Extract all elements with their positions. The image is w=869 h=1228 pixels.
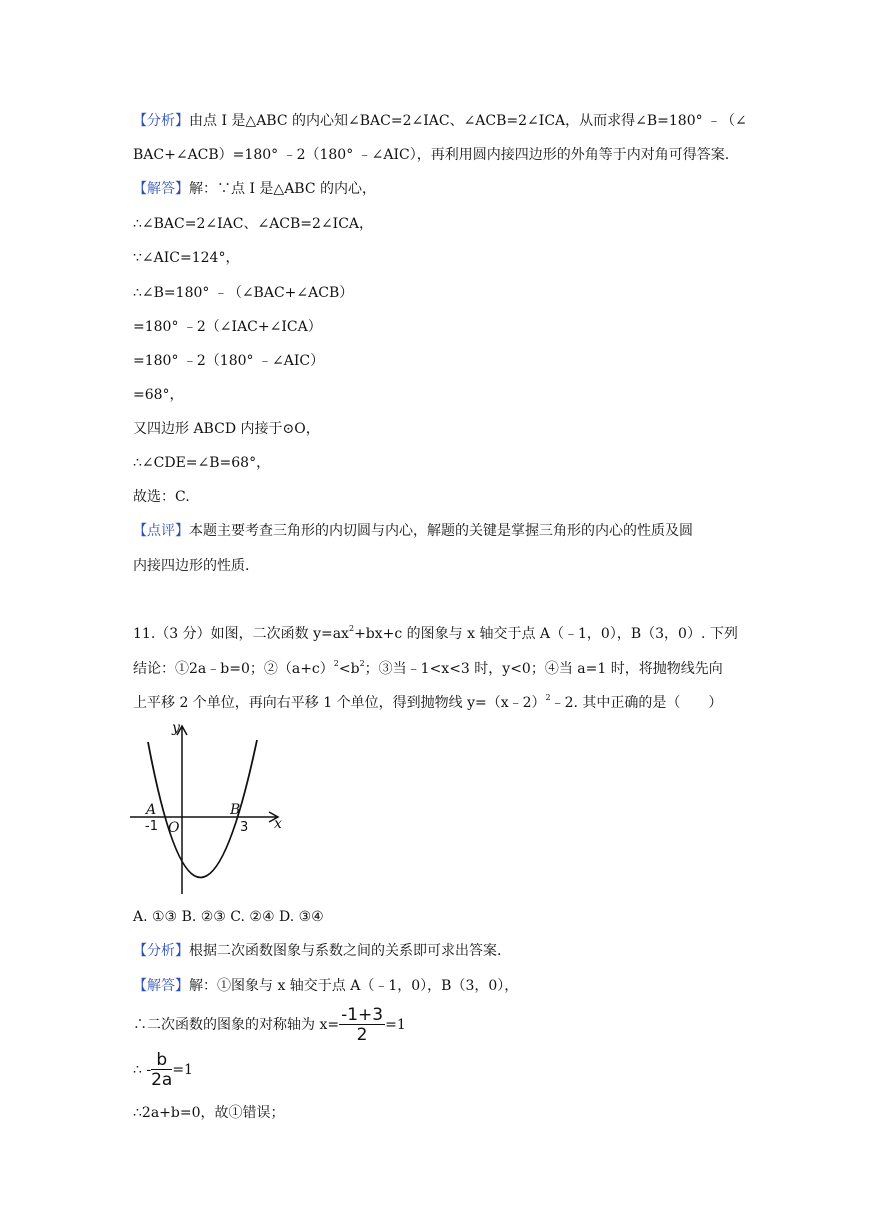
- solution-step: 故选：C.: [133, 489, 190, 505]
- comment-tag: 【点评】: [133, 523, 189, 539]
- solution-tag: 【解答】: [133, 978, 189, 994]
- solution-step: ∵∠AIC=124°，: [133, 250, 240, 266]
- analysis-tag: 【分析】: [133, 113, 189, 129]
- point-b-label: B: [230, 802, 241, 818]
- analysis-line: [133, 111, 747, 131]
- analysis-text: 根据二次函数图象与系数之间的关系即可求出答案.: [189, 943, 502, 959]
- solution-tag: 【解答】: [133, 181, 189, 197]
- analysis-tag: 【分析】: [133, 943, 189, 959]
- solution-text: 解：∵点 I 是△ABC 的内心，: [189, 181, 377, 197]
- solution-step: ∴∠B=180° ﹣（∠BAC+∠ACB）: [133, 285, 354, 301]
- tick-label-neg1: -1: [145, 819, 158, 834]
- answer-options: A. ①③ B. ②③ C. ②④ D. ③④: [133, 909, 324, 925]
- symmetry-axis-line: ∴二次函数的图象的对称轴为 x= $\frac{-1+3}{2}$ =1: [133, 1004, 406, 1045]
- comment-text: 本题主要考查三角形的内切圆与内心，解题的关键是掌握三角形的内心的性质及圆: [189, 523, 693, 539]
- solution-step: 又四边形 ABCD 内接于⊙O，: [133, 421, 320, 437]
- point-a-label: A: [146, 802, 157, 818]
- solution-step: =180° ﹣2（∠IAC+∠ICA）: [133, 319, 322, 335]
- comment-line-2: 内接四边形的性质.: [133, 558, 250, 574]
- analysis-line: [133, 941, 501, 961]
- question-line-2: 结论：①2a﹣b=0；$②(a+c)^2<b^2$；③当﹣1<x<3 时，y<0；④当 a=1 时，将抛物线先向: [133, 659, 723, 677]
- fraction: $\frac{b}{2a}$: [151, 1049, 173, 1090]
- solution-step: =68°，: [133, 387, 184, 403]
- analysis-line-2: BAC+∠ACB）=180° ﹣2（180° ﹣∠AIC），再利用圆内接四边形的外角等于内对角可得答案.: [133, 147, 730, 163]
- conclusion-line: ∴2a+b=0，故①错误；: [133, 1105, 285, 1121]
- solution-line: [133, 179, 376, 199]
- solution-step: ∴∠CDE=∠B=68°，: [133, 455, 271, 471]
- x-axis-label: x: [274, 816, 282, 832]
- fraction: $\frac{-1+3}{2}$: [341, 1004, 384, 1045]
- comment-line: [133, 521, 693, 541]
- solution-step: ∴∠BAC=2∠IAC、∠ACB=2∠ICA，: [133, 216, 374, 232]
- solution-text: 解：①图象与 x 轴交于点 A（﹣1，0），B（3，0），: [189, 978, 519, 994]
- tick-label-3: 3: [240, 820, 249, 835]
- y-axis-label: y: [172, 720, 180, 736]
- question-line-3: 上平移 2 个单位，再向右平移 1 个单位，得到抛物线 y=（x﹣2）$^2$﹣2. 其中正确的是（ ）: [133, 693, 723, 711]
- solution-line: [133, 976, 518, 996]
- parabola-graph: [126, 716, 296, 900]
- solution-step: =180° ﹣2（180° ﹣∠AIC）: [133, 353, 325, 369]
- parabola-curve: [148, 740, 257, 878]
- origin-label: O: [168, 820, 180, 836]
- analysis-text: 由点 I 是△ABC 的内心知∠BAC=2∠IAC、∠ACB=2∠ICA，从而求得∠B=180° ﹣（∠: [189, 113, 747, 129]
- question-line-1: 11.（3 分）如图，二次函数 $y=ax^2+bx+c$ 的图象与 x 轴交于点 A（﹣1，0），B（3，0）. 下列: [133, 624, 738, 642]
- ratio-line: ∴ - $\frac{b}{2a}$ =1: [133, 1049, 193, 1090]
